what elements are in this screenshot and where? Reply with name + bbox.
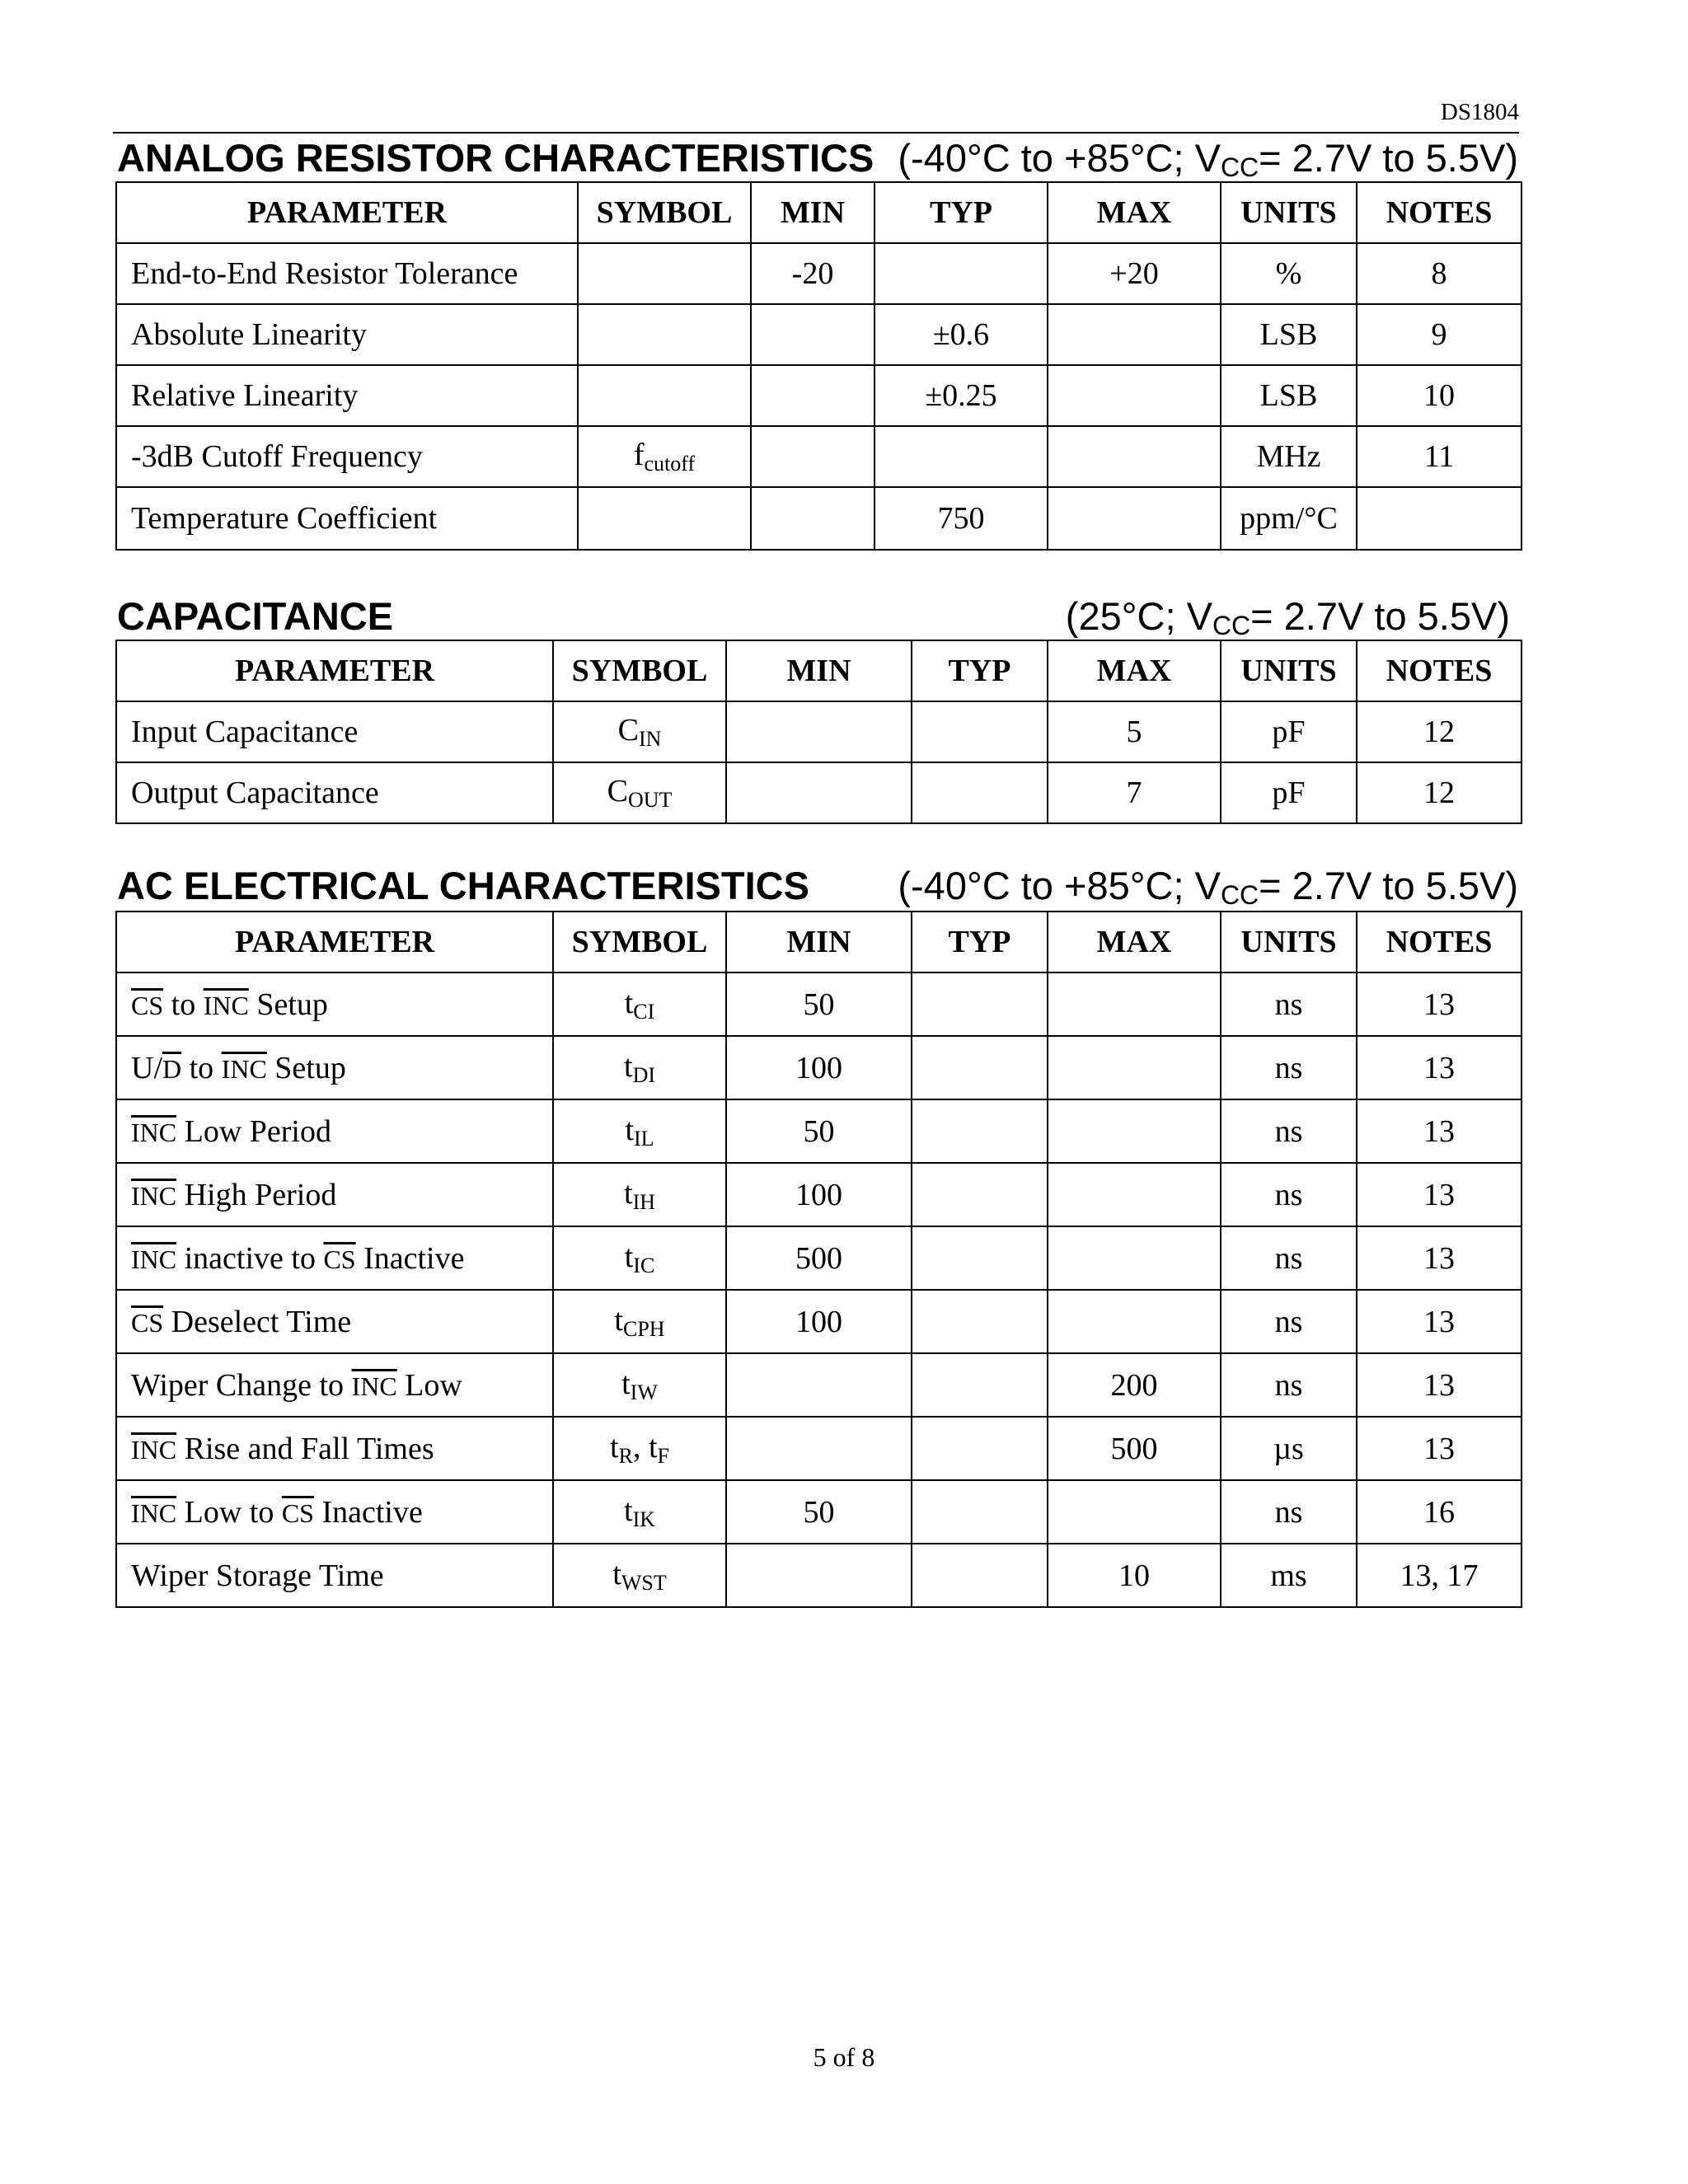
symbol-cell: $t_{IW}$ <box>553 1353 726 1417</box>
col-header: SYMBOL <box>578 182 751 243</box>
typ-cell <box>912 1036 1048 1099</box>
units-cell: ms <box>1221 1544 1357 1607</box>
notes-cell: 11 <box>1357 426 1522 487</box>
symbol-cell <box>578 243 751 304</box>
ac-section-title <box>117 861 1518 911</box>
symbol-cell: $f_{cutoff}$ <box>578 426 751 487</box>
table-row <box>116 1480 1522 1544</box>
table-row <box>116 1099 1522 1163</box>
parameter-cell: $\overline{INC}$ High Period <box>116 1163 553 1226</box>
symbol-cell <box>578 365 751 426</box>
parameter-cell: Absolute Linearity <box>116 304 578 365</box>
typ-cell: ±0.6 <box>874 304 1048 365</box>
table-header-row <box>116 640 1522 701</box>
parameter-cell: $\overline{CS}$ to $\overline{INC}$ Setup <box>116 972 553 1036</box>
parameter-cell: $U/\overline{D}$ to $\overline{INC}$ Setup <box>116 1036 553 1099</box>
col-header: NOTES <box>1357 182 1522 243</box>
max-cell: +20 <box>1048 243 1221 304</box>
parameter-cell: End-to-End Resistor Tolerance <box>116 243 578 304</box>
units-cell: ns <box>1221 1480 1357 1544</box>
notes-cell: 9 <box>1357 304 1522 365</box>
units-cell: ns <box>1221 1226 1357 1290</box>
units-cell: ppm/°C <box>1221 487 1357 550</box>
col-header: MAX <box>1048 640 1221 701</box>
table-row <box>116 365 1522 426</box>
max-cell <box>1048 426 1221 487</box>
min-cell: 50 <box>726 1480 912 1544</box>
col-header: UNITS <box>1221 640 1357 701</box>
notes-cell: 8 <box>1357 243 1522 304</box>
col-header: TYP <box>874 182 1048 243</box>
notes-cell: 13 <box>1357 1163 1522 1226</box>
notes-cell: 13 <box>1357 1099 1522 1163</box>
section-heading: CAPACITANCE <box>117 594 394 638</box>
notes-cell: 12 <box>1357 762 1522 823</box>
min-cell: 500 <box>726 1226 912 1290</box>
table-row <box>116 426 1522 487</box>
min-cell <box>726 701 912 762</box>
min-cell: -20 <box>751 243 874 304</box>
section-conditions: (25°C; $V_{CC}= 2.7V$ to 5.5V) <box>1065 594 1510 640</box>
typ-cell <box>912 1353 1048 1417</box>
table-header-row <box>116 912 1522 972</box>
symbol-cell: $t_{IK}$ <box>553 1480 726 1544</box>
symbol-cell: $t_R$, $t_F$ <box>553 1417 726 1480</box>
notes-cell: 13, 17 <box>1357 1544 1522 1607</box>
min-cell <box>751 365 874 426</box>
symbol-cell: $t_{CPH}$ <box>553 1290 726 1353</box>
min-cell <box>726 1544 912 1607</box>
min-cell: 50 <box>726 972 912 1036</box>
typ-cell <box>912 1163 1048 1226</box>
max-cell <box>1048 972 1221 1036</box>
typ-cell <box>912 701 1048 762</box>
parameter-cell: $\overline{INC}$ Low to $\overline{CS}$ Inactive <box>116 1480 553 1544</box>
col-header: SYMBOL <box>553 640 726 701</box>
parameter-cell: $\overline{INC}$ Low Period <box>116 1099 553 1163</box>
symbol-cell: $t_{CI}$ <box>553 972 726 1036</box>
symbol-cell: $t_{IH}$ <box>553 1163 726 1226</box>
col-header: MIN <box>726 640 912 701</box>
section-heading: ANALOG RESISTOR CHARACTERISTICS <box>117 136 874 180</box>
analog-section-title <box>117 134 1518 183</box>
table-row <box>116 701 1522 762</box>
table-row <box>116 972 1522 1036</box>
notes-cell: 13 <box>1357 1353 1522 1417</box>
table-row <box>116 1163 1522 1226</box>
notes-cell: 13 <box>1357 1290 1522 1353</box>
capacitance-table <box>115 640 1522 824</box>
col-header: NOTES <box>1357 912 1522 972</box>
table-row <box>116 1544 1522 1607</box>
min-cell <box>726 1353 912 1417</box>
notes-cell <box>1357 487 1522 550</box>
units-cell: ns <box>1221 1036 1357 1099</box>
typ-cell <box>912 1290 1048 1353</box>
typ-cell: 750 <box>874 487 1048 550</box>
units-cell: pF <box>1221 762 1357 823</box>
typ-cell <box>912 1480 1048 1544</box>
typ-cell <box>912 762 1048 823</box>
col-header: MIN <box>751 182 874 243</box>
units-cell: ns <box>1221 1163 1357 1226</box>
max-cell: 7 <box>1048 762 1221 823</box>
symbol-cell: $t_{WST}$ <box>553 1544 726 1607</box>
units-cell: MHz <box>1221 426 1357 487</box>
table-row <box>116 1036 1522 1099</box>
max-cell <box>1048 1099 1221 1163</box>
units-cell: ns <box>1221 1353 1357 1417</box>
table-row <box>116 304 1522 365</box>
notes-cell: 12 <box>1357 701 1522 762</box>
table-row <box>116 1226 1522 1290</box>
section-conditions: (-40°C to +85°C; $V_{CC}= 2.7V$ to 5.5V) <box>898 864 1518 910</box>
max-cell <box>1048 1480 1221 1544</box>
min-cell <box>751 487 874 550</box>
units-cell: µs <box>1221 1417 1357 1480</box>
min-cell <box>726 1417 912 1480</box>
symbol-cell: $t_{DI}$ <box>553 1036 726 1099</box>
units-cell: ns <box>1221 1290 1357 1353</box>
table-row <box>116 1417 1522 1480</box>
ac-characteristics-table <box>115 911 1522 1608</box>
min-cell <box>751 426 874 487</box>
parameter-cell: -3dB Cutoff Frequency <box>116 426 578 487</box>
table-row <box>116 487 1522 550</box>
analog-resistor-table <box>115 181 1522 551</box>
max-cell <box>1048 1226 1221 1290</box>
max-cell <box>1048 1163 1221 1226</box>
notes-cell: 13 <box>1357 1036 1522 1099</box>
parameter-cell: $\overline{CS}$ Deselect Time <box>116 1290 553 1353</box>
symbol-cell <box>578 487 751 550</box>
col-header: PARAMETER <box>116 912 553 972</box>
units-cell: LSB <box>1221 304 1357 365</box>
max-cell: 10 <box>1048 1544 1221 1607</box>
col-header: MAX <box>1048 182 1221 243</box>
table-header-row <box>116 182 1522 243</box>
col-header: PARAMETER <box>116 182 578 243</box>
typ-cell: ±0.25 <box>874 365 1048 426</box>
col-header: NOTES <box>1357 640 1522 701</box>
page-number: 5 of 8 <box>813 2042 875 2072</box>
capacitance-section-title <box>117 592 1518 641</box>
min-cell: 50 <box>726 1099 912 1163</box>
notes-cell: 13 <box>1357 1226 1522 1290</box>
table-row <box>116 243 1522 304</box>
parameter-cell: Wiper Change to $\overline{INC}$ Low <box>116 1353 553 1417</box>
typ-cell <box>912 972 1048 1036</box>
parameter-cell: $\overline{INC}$ Rise and Fall Times <box>116 1417 553 1480</box>
table-row <box>116 1290 1522 1353</box>
col-header: UNITS <box>1221 182 1357 243</box>
units-cell: ns <box>1221 972 1357 1036</box>
typ-cell <box>874 426 1048 487</box>
symbol-cell: $t_{IL}$ <box>553 1099 726 1163</box>
typ-cell <box>912 1544 1048 1607</box>
units-cell: % <box>1221 243 1357 304</box>
parameter-cell: Input Capacitance <box>116 701 553 762</box>
col-header: PARAMETER <box>116 640 553 701</box>
parameter-cell: $\overline{INC}$ inactive to $\overline{CS}$ Inactive <box>116 1226 553 1290</box>
col-header: MIN <box>726 912 912 972</box>
section-heading: AC ELECTRICAL CHARACTERISTICS <box>117 864 809 907</box>
typ-cell <box>912 1226 1048 1290</box>
notes-cell: 16 <box>1357 1480 1522 1544</box>
min-cell <box>726 762 912 823</box>
max-cell <box>1048 1036 1221 1099</box>
col-header: UNITS <box>1221 912 1357 972</box>
min-cell <box>751 304 874 365</box>
max-cell: 5 <box>1048 701 1221 762</box>
min-cell: 100 <box>726 1036 912 1099</box>
units-cell: ns <box>1221 1099 1357 1163</box>
parameter-cell: Temperature Coefficient <box>116 487 578 550</box>
section-conditions: (-40°C to +85°C; $V_{CC}= 2.7V$ to 5.5V) <box>898 136 1518 182</box>
min-cell: 100 <box>726 1163 912 1226</box>
parameter-cell: Wiper Storage Time <box>116 1544 553 1607</box>
col-header: TYP <box>912 640 1048 701</box>
typ-cell <box>912 1099 1048 1163</box>
table-row <box>116 762 1522 823</box>
typ-cell <box>912 1417 1048 1480</box>
units-cell: LSB <box>1221 365 1357 426</box>
units-cell: pF <box>1221 701 1357 762</box>
symbol-cell: $C_{OUT}$ <box>553 762 726 823</box>
parameter-cell: Relative Linearity <box>116 365 578 426</box>
col-header: TYP <box>912 912 1048 972</box>
notes-cell: 13 <box>1357 1417 1522 1480</box>
symbol-cell: $t_{IC}$ <box>553 1226 726 1290</box>
max-cell: 200 <box>1048 1353 1221 1417</box>
max-cell <box>1048 487 1221 550</box>
min-cell: 100 <box>726 1290 912 1353</box>
symbol-cell <box>578 304 751 365</box>
max-cell <box>1048 304 1221 365</box>
notes-cell: 10 <box>1357 365 1522 426</box>
max-cell <box>1048 365 1221 426</box>
symbol-cell: $C_{IN}$ <box>553 701 726 762</box>
parameter-cell: Output Capacitance <box>116 762 553 823</box>
table-row <box>116 1353 1522 1417</box>
typ-cell <box>874 243 1048 304</box>
document-id: DS1804 <box>1440 99 1519 125</box>
col-header: MAX <box>1048 912 1221 972</box>
max-cell <box>1048 1290 1221 1353</box>
col-header: SYMBOL <box>553 912 726 972</box>
max-cell: 500 <box>1048 1417 1221 1480</box>
notes-cell: 13 <box>1357 972 1522 1036</box>
